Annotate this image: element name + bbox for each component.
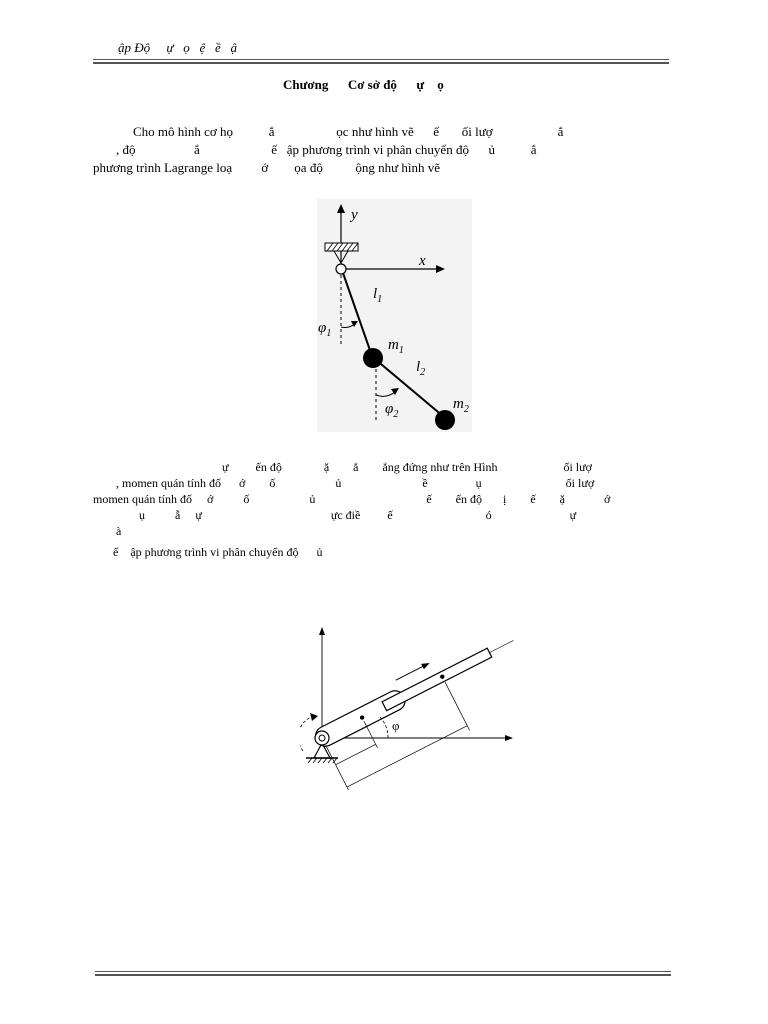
mass-2	[435, 410, 455, 430]
problem2-line: , momen quán tính đố ớ ố ủ ề ụ ối lượ	[116, 476, 595, 490]
rotation-arc	[300, 716, 314, 752]
footer-rule-thick	[95, 974, 671, 976]
dimension-line	[336, 744, 376, 764]
dimension-extension	[327, 747, 350, 790]
page-header: ập Độ ự ọ ệ ề ậ	[118, 40, 238, 55]
x-axis-arrow	[436, 265, 445, 273]
problem2-line: à	[116, 524, 122, 538]
slide-direction-line	[396, 665, 425, 680]
label-y: y	[351, 207, 358, 223]
vertical-axis-arrow	[319, 627, 325, 635]
double-pendulum-diagram	[317, 199, 472, 432]
label-m1: $m_1$	[388, 337, 404, 356]
double-pendulum-figure	[317, 199, 472, 432]
label-phi1: $\varphi_1$	[318, 320, 332, 339]
pivot-joint	[336, 264, 346, 274]
label-phi: φ	[392, 718, 400, 733]
label-phi2: $\varphi_2$	[385, 401, 399, 420]
label-l2: $l_2$	[416, 359, 426, 378]
problem2-line: ụ ẫ ự ực điề ế ó ự	[139, 508, 577, 522]
y-axis-arrow	[337, 204, 345, 213]
link-1	[343, 273, 372, 356]
rotation-arrow	[310, 713, 318, 721]
slide-direction-arrow	[421, 660, 431, 669]
footer-rule	[95, 971, 671, 972]
mass-1	[363, 348, 383, 368]
pivot-inner	[319, 735, 325, 741]
problem1-line: Cho mô hình cơ họ ắ ọc như hình vẽ ế ối lượ ắ	[133, 124, 564, 139]
angle-arc-phi	[380, 717, 388, 738]
sliding-rod	[382, 648, 492, 710]
header-rule	[93, 59, 669, 60]
label-m2: $m_2$	[453, 396, 469, 415]
problem1-line: , độ ắ ế ập phương trình vi phân chuyển độ ủ ắ	[116, 142, 537, 157]
dimension-line	[347, 726, 467, 787]
problem2-line: ự ển độ ặ ẳ ẳng đứng như trên Hình ối lượ	[222, 460, 592, 474]
problem1-line: phương trình Lagrange loạ ớ ọa độ ộng như hình vẽ	[93, 160, 441, 175]
rotating-arm-figure	[300, 620, 520, 790]
rotating-arm-diagram	[300, 620, 520, 790]
problem2-line: momen quán tính đố ớ ố ủ ế ển độ ị ế ặ ớ	[93, 492, 611, 506]
problem2-task: ế ập phương trình vi phân chuyển độ ủ	[113, 545, 323, 559]
dimension-extension	[445, 682, 470, 730]
label-l1: $l_1$	[373, 286, 383, 305]
header-rule-thick	[93, 62, 669, 64]
horizontal-axis-arrow	[505, 735, 513, 741]
axis-extension	[490, 640, 514, 652]
arm-assembly	[307, 622, 520, 790]
label-x: x	[419, 253, 426, 269]
dimension-extension	[364, 721, 378, 748]
chapter-title: Chương Cơ sở độ ự ọ	[283, 77, 444, 92]
